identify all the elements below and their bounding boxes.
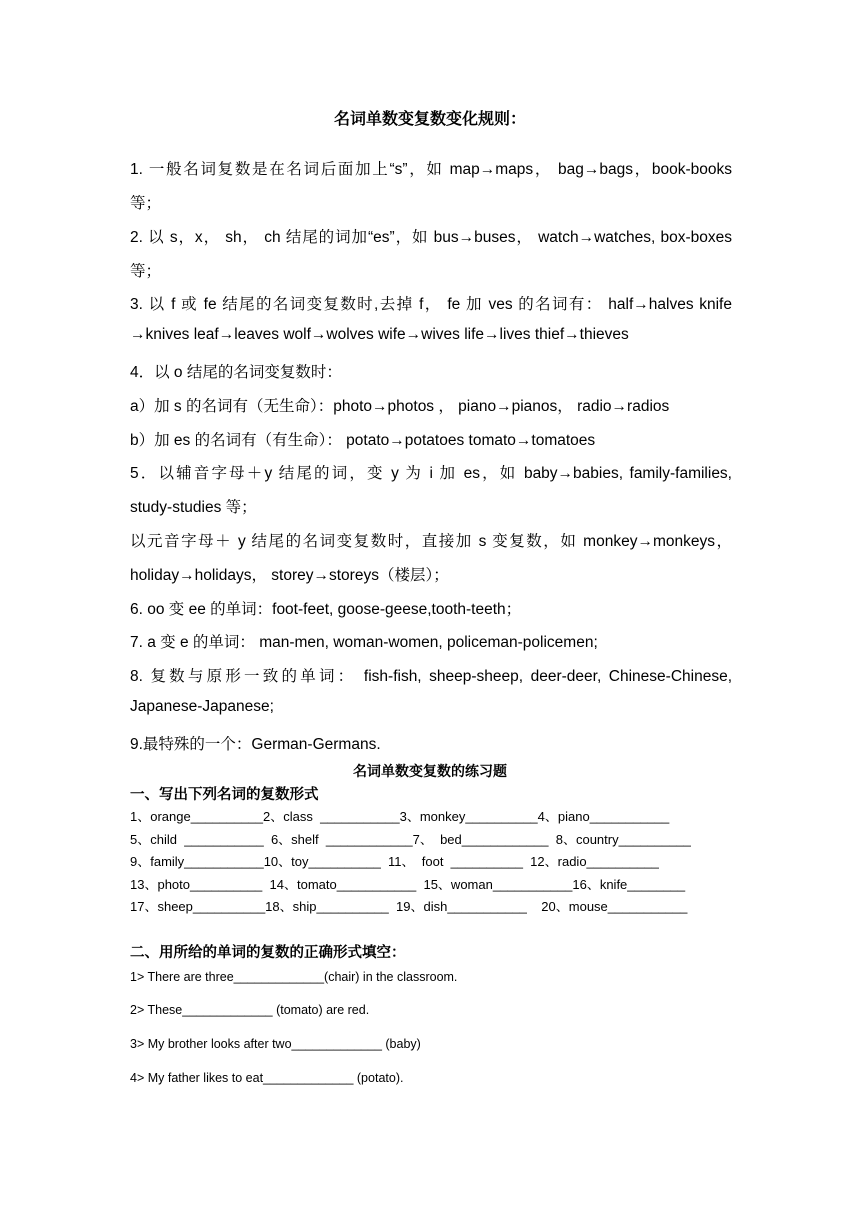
exercise-title: 名词单数变复数的练习题 bbox=[353, 763, 507, 779]
rule-line: holiday→holidays， storey→storeys（楼层）； bbox=[130, 567, 449, 584]
rule-line: 9.最特殊的一个：German-Germans. bbox=[130, 736, 381, 753]
rule-line: 4．以 o 结尾的名词变复数时： bbox=[130, 364, 342, 381]
rule-line: Japanese-Japanese; bbox=[130, 698, 274, 715]
question-line: 1> There are three_____________(chair) in the classroom. bbox=[130, 970, 458, 984]
rule-line: →knives leaf→leaves wolf→wolves wife→wives life→lives thief→thieves bbox=[130, 326, 629, 343]
rule-line: a）加 s 的名词有（无生命）：photo→photos ， piano→pianos， radio→radios bbox=[130, 398, 670, 415]
rule-line: 2. 以 s，x， sh， ch 结尾的词加“es”，如 bus→buses， watch→watches, box-boxes bbox=[130, 229, 732, 246]
question-line: 3> My brother looks after two_____________ (baby) bbox=[130, 1037, 421, 1051]
exercise-row: 9、family___________10、toy__________ 11、 foot __________ 12、radio__________ bbox=[130, 854, 659, 869]
rule-line: 1. 一般名词复数是在名词后面加上“s”，如 map→maps， bag→bags，book-books bbox=[130, 161, 732, 178]
rule-line: study-studies 等； bbox=[130, 499, 257, 516]
rule-line: b）加 es 的名词有（有生命）： potato→potatoes tomato→tomatoes bbox=[130, 432, 596, 449]
exercise-row: 17、sheep__________18、ship__________ 19、dish___________ 20、mouse___________ bbox=[130, 899, 688, 914]
rule-line: 7. a 变 e 的单词： man-men, woman-women, policeman-policemen; bbox=[130, 634, 598, 651]
question-line: 2> These_____________ (tomato) are red. bbox=[130, 1003, 370, 1017]
rule-line: 等； bbox=[130, 263, 162, 280]
exercise-row: 1、orange__________2、class ___________3、monkey__________4、piano___________ bbox=[130, 809, 670, 824]
section-heading: 一、写出下列名词的复数形式 bbox=[130, 787, 319, 803]
rule-line: 8. 复数与原形一致的单词： fish-fish, sheep-sheep, deer-deer, Chinese-Chinese, bbox=[130, 668, 732, 685]
rule-line: 3. 以 f 或 fe 结尾的名词变复数时,去掉 f， fe 加 ves 的名词有： half→halves knife bbox=[130, 296, 732, 313]
rule-line: 6. oo 变 ee 的单词：foot-feet, goose-geese,tooth-teeth； bbox=[130, 601, 522, 618]
section-heading: 二、用所给的单词的复数的正确形式填空： bbox=[130, 945, 406, 961]
page-title: 名词单数变复数变化规则： bbox=[333, 111, 526, 128]
exercise-row: 5、child ___________ 6、shelf ____________7、 bed____________ 8、country__________ bbox=[130, 832, 691, 847]
exercise-row: 13、photo__________ 14、tomato___________ 15、woman___________16、knife________ bbox=[130, 877, 686, 892]
rule-line: 以元音字母＋ y 结尾的名词变复数时，直接加 s 变复数，如 monkey→monkeys， bbox=[130, 533, 732, 550]
question-line: 4> My father likes to eat_____________ (potato). bbox=[130, 1071, 404, 1085]
rule-line: 等； bbox=[130, 195, 162, 212]
rule-line: 5．以辅音字母＋y 结尾的词，变 y 为 i 加 es，如 baby→babies, family-families, bbox=[130, 465, 732, 482]
